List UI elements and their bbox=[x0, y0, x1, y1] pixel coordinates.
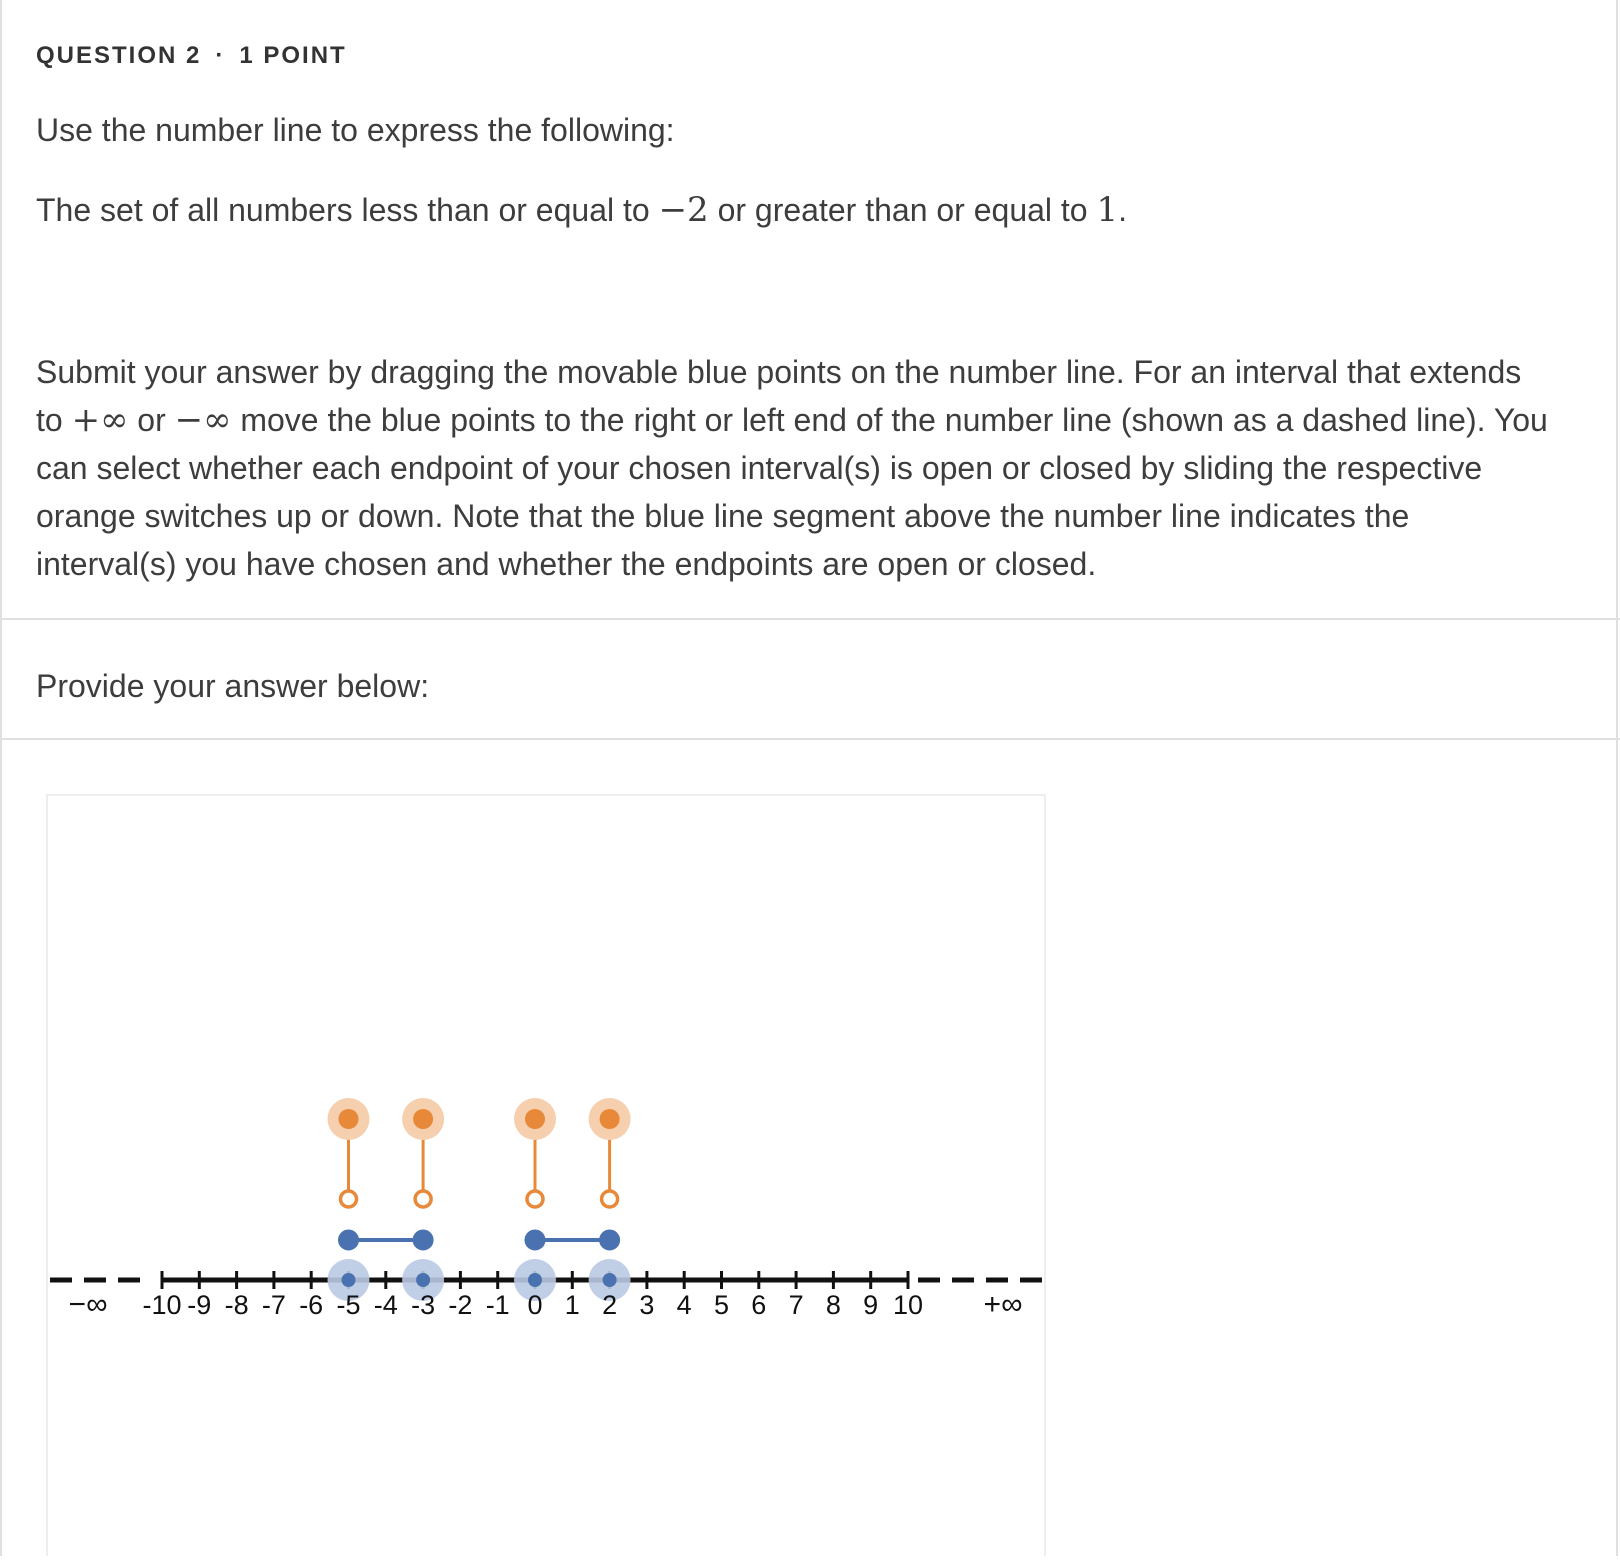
tick-label: -10 bbox=[142, 1290, 182, 1320]
tick-label: -6 bbox=[299, 1290, 324, 1320]
interval-endpoint bbox=[414, 1231, 432, 1249]
switch-knob[interactable] bbox=[413, 1109, 433, 1129]
tick-label: -7 bbox=[261, 1290, 286, 1320]
tick-label: 0 bbox=[527, 1290, 543, 1320]
set-value-a: −2 bbox=[658, 190, 709, 230]
question-header bbox=[36, 42, 347, 70]
tick-label: -2 bbox=[448, 1290, 473, 1320]
tick-label: 5 bbox=[713, 1290, 730, 1320]
tick-label: -1 bbox=[485, 1290, 510, 1320]
tick-label: -4 bbox=[373, 1290, 398, 1320]
answer-prompt: Provide your answer below: bbox=[36, 668, 430, 704]
interval-endpoint bbox=[526, 1231, 544, 1249]
switch-knob[interactable] bbox=[600, 1109, 620, 1129]
tick-label: 4 bbox=[676, 1290, 692, 1320]
interval-endpoint bbox=[601, 1231, 619, 1249]
set-text-before: The set of all numbers less than or equal to bbox=[36, 192, 659, 228]
movable-point[interactable] bbox=[416, 1273, 430, 1287]
question-number: QUESTION 2 bbox=[36, 42, 202, 69]
switch-open-position[interactable] bbox=[527, 1191, 543, 1207]
tick-label: 7 bbox=[788, 1290, 804, 1320]
movable-point[interactable] bbox=[342, 1273, 356, 1287]
divider bbox=[2, 738, 1620, 740]
movable-point[interactable] bbox=[603, 1273, 617, 1287]
divider bbox=[2, 618, 1620, 620]
tick-label: 9 bbox=[863, 1290, 879, 1320]
tick-label: 6 bbox=[751, 1290, 767, 1320]
header-separator: · bbox=[215, 42, 226, 69]
tick-label: -9 bbox=[187, 1290, 212, 1320]
switch-open-position[interactable] bbox=[415, 1191, 431, 1207]
interval-endpoint bbox=[340, 1231, 358, 1249]
instructions-part1: Submit your answer by dragging the movable blue points on the number line. For an interval that extends to bbox=[36, 354, 1522, 438]
switch-knob[interactable] bbox=[525, 1109, 545, 1129]
tick-label: 2 bbox=[602, 1290, 618, 1320]
instructions bbox=[36, 348, 1556, 588]
tick-label: -8 bbox=[224, 1290, 249, 1320]
number-line-svg[interactable] bbox=[48, 796, 1044, 1558]
number-line-widget[interactable] bbox=[46, 794, 1046, 1556]
set-description bbox=[36, 190, 1127, 230]
switch-open-position[interactable] bbox=[341, 1191, 357, 1207]
set-text-middle: or greater than or equal to bbox=[708, 192, 1097, 228]
question-points: 1 POINT bbox=[239, 42, 347, 69]
pos-infinity-label: +∞ bbox=[983, 1288, 1023, 1321]
neg-infinity-label: −∞ bbox=[68, 1288, 108, 1321]
tick-label: -5 bbox=[336, 1290, 361, 1320]
instructions-or: or bbox=[128, 402, 175, 438]
instructions-pos-inf: +∞ bbox=[71, 400, 129, 440]
movable-point[interactable] bbox=[528, 1273, 542, 1287]
switch-knob[interactable] bbox=[339, 1109, 359, 1129]
tick-label: 8 bbox=[825, 1290, 841, 1320]
tick-label: 3 bbox=[639, 1290, 655, 1320]
set-value-b: 1 bbox=[1096, 190, 1119, 230]
tick-label: -3 bbox=[411, 1290, 436, 1320]
tick-label: 10 bbox=[892, 1290, 924, 1320]
tick-label: 1 bbox=[564, 1290, 580, 1320]
switch-open-position[interactable] bbox=[602, 1191, 618, 1207]
set-text-after: . bbox=[1118, 192, 1128, 228]
instructions-part2: move the blue points to the right or left end of the number line (shown as a dashed line). You can select whether each endpoint of your chosen interval(s) is open or closed by sliding the respective orange switches up or down. Note that the blue line segment above the number line indicates the interval(s) you have chosen and whether the endpoints are open or closed. bbox=[36, 402, 1548, 582]
instructions-neg-inf: −∞ bbox=[174, 400, 232, 440]
question-prompt: Use the number line to express the following: bbox=[36, 112, 675, 148]
